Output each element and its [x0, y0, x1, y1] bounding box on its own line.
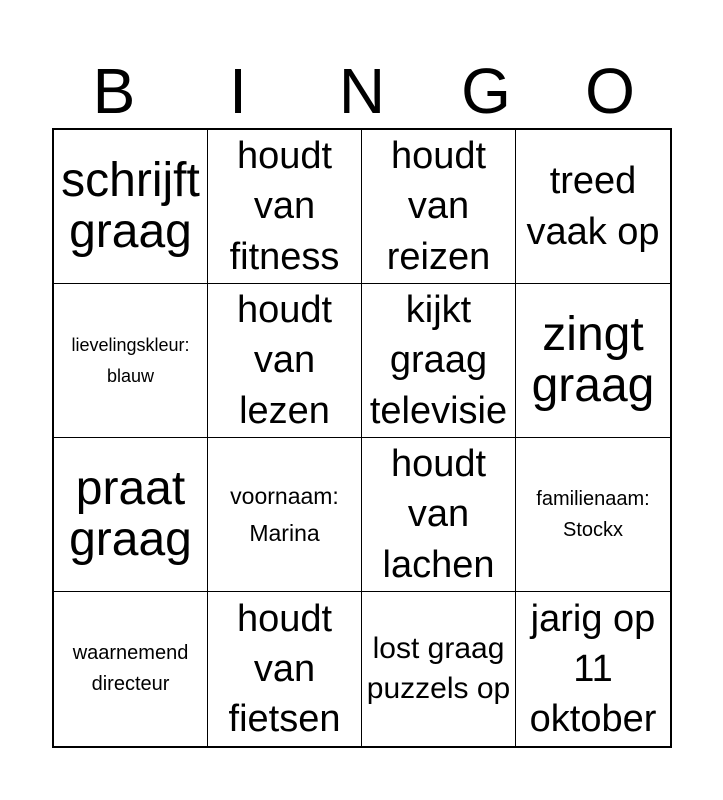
cell-text: jarig op 11 oktober: [529, 597, 657, 741]
cell-text: schrijft graag: [61, 154, 200, 258]
header-letter-i: I: [229, 55, 247, 127]
bingo-cell[interactable]: [208, 130, 362, 284]
bingo-cell[interactable]: [516, 130, 670, 284]
bingo-grid: [52, 128, 672, 748]
cell-text: voornaam: Marina: [230, 482, 339, 546]
bingo-cell[interactable]: [362, 130, 516, 284]
bingo-cell[interactable]: [362, 438, 516, 592]
bingo-cell[interactable]: [516, 438, 670, 592]
bingo-cell[interactable]: [208, 438, 362, 592]
header-letter-n: N: [338, 55, 386, 127]
header-letter-g: G: [461, 55, 511, 127]
bingo-cell[interactable]: [362, 284, 516, 438]
bingo-cell[interactable]: [208, 284, 362, 438]
cell-text: lost graag puzzels op: [366, 631, 511, 705]
bingo-cell[interactable]: [208, 592, 362, 746]
cell-text: houdt van reizen: [386, 135, 491, 278]
cell-text: houdt van lezen: [236, 289, 333, 432]
cell-text: praat graag: [69, 462, 192, 566]
header-letter-o: O: [585, 55, 635, 127]
cell-text: houdt van fitness: [229, 135, 340, 278]
bingo-cell[interactable]: [54, 438, 208, 592]
cell-text: familienaam: Stockx: [536, 487, 650, 541]
bingo-header: [52, 52, 672, 128]
bingo-cell[interactable]: [516, 592, 670, 746]
cell-text: houdt van fietsen: [228, 597, 341, 741]
cell-text: waarnemend directeur: [72, 642, 189, 695]
cell-text: lievelingskleur: blauw: [71, 334, 190, 386]
bingo-cell[interactable]: [362, 592, 516, 746]
bingo-cell[interactable]: [54, 592, 208, 746]
cell-text: kijkt graag televisie: [369, 289, 508, 432]
cell-text: houdt van lachen: [382, 443, 495, 586]
bingo-cell[interactable]: [54, 130, 208, 284]
bingo-cell[interactable]: [54, 284, 208, 438]
bingo-cell[interactable]: [516, 284, 670, 438]
cell-text: zingt graag: [531, 308, 655, 412]
header-letter-b: B: [92, 55, 136, 127]
cell-text: treed vaak op: [526, 160, 660, 253]
